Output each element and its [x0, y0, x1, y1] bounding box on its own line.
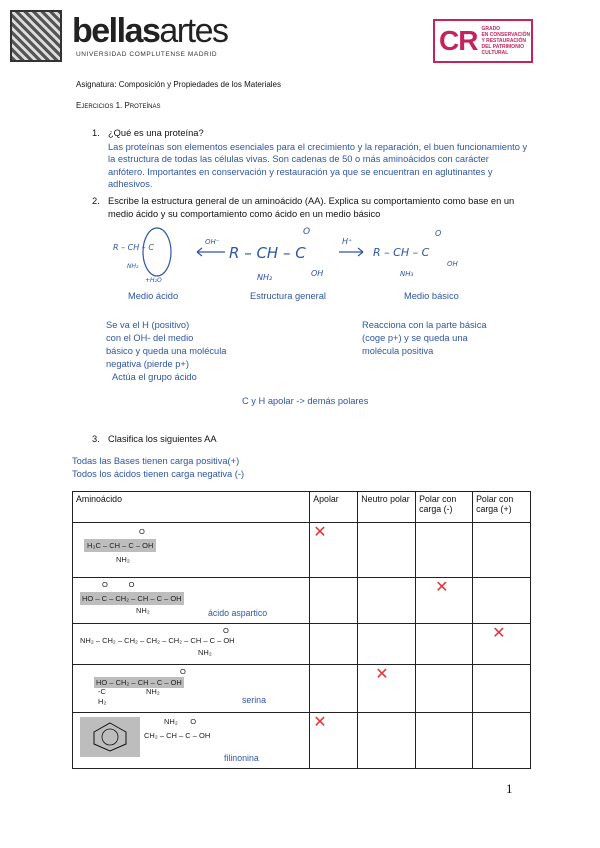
bellasartes-logo: bellasartes: [72, 12, 228, 50]
circle-mark: [143, 228, 171, 276]
q1-text: ¿Qué es una proteína?: [108, 128, 204, 138]
cr-text: GRADO EN CONSERVACIÓN Y RESTAURACIÓN DEL PATRIMONIO CULTURAL: [481, 26, 531, 56]
cross-mark: ✕: [313, 524, 327, 541]
molecule-structure: O NH₂ – CH₂ – CH₂ – CH₂ – CH₂ – CH – C – OH NH₂: [80, 626, 235, 657]
h-plus: H⁺: [342, 237, 353, 246]
polar-negative-cell: [416, 665, 473, 713]
label-acid-medium: Medio ácido: [128, 291, 179, 301]
polar-negative-cell: [416, 713, 473, 769]
page-number: 1: [506, 781, 513, 796]
molecule-structure: NH₂ O CH₂ – CH – C – OH filinonina: [76, 715, 306, 766]
right-o: O: [435, 229, 442, 238]
polarity-note: C y H apolar -> demás polares: [242, 396, 369, 406]
table-row: [73, 578, 531, 624]
cross-mark: ✕: [375, 666, 389, 683]
note-bases: Todas las Bases tienen carga positiva(+): [72, 456, 240, 466]
apolar-cell: [310, 523, 358, 578]
q1-answer: Las proteínas son elementos esenciales para el crecimiento y la reparación, el buen funcionamiento y la estructura de todas las células vivas. Son cadenas de 50 o más aminoácidos con carácter anfótero. Importantes en conservación y restauración ya que se encuentran en aglutinantes y adhesivos.: [108, 142, 528, 190]
apolar-cell: [310, 665, 358, 713]
aminoacid-cell: [73, 665, 310, 713]
neutral-polar-cell: [358, 713, 416, 769]
left-nh: NH₂: [127, 263, 139, 270]
cross-mark: ✕: [313, 714, 327, 731]
molecule-structure: O O HO – C – CH₂ – CH – C – OH NH₂ ácido aspartico: [82, 580, 268, 618]
university-name: UNIVERSIDAD COMPLUTENSE MADRID: [76, 51, 218, 58]
university-seal-logo: [10, 10, 62, 62]
apolar-cell: [310, 713, 358, 769]
q2-number: 2.: [92, 196, 100, 206]
polar-positive-cell: [473, 578, 531, 624]
cross-mark: ✕: [435, 579, 449, 596]
right-formula: R – CH – C: [373, 246, 430, 259]
table-row: [73, 665, 531, 713]
aminoacid-cell: [73, 578, 310, 624]
polar-negative-cell: [416, 624, 473, 665]
polar-positive-cell: [473, 523, 531, 578]
molecule-structure: O HO – CH₂ – CH – C – OH -C NH₂ H₂ serina: [96, 667, 266, 706]
q3-text: Clasifica los siguientes AA: [108, 434, 217, 444]
neutral-polar-cell: [358, 624, 416, 665]
table-row: [73, 523, 531, 578]
center-o: O: [303, 227, 311, 237]
apolar-cell: [310, 624, 358, 665]
right-nh: NH₃: [400, 270, 414, 278]
header-apolar: Apolar: [310, 492, 358, 523]
center-oh: OH: [311, 269, 324, 278]
aminoacid-name: filinonina: [224, 753, 259, 763]
q2-text: Escribe la estructura general de un aminoácido (AA). Explica su comportamiento como base en un medio ácido y su comportamiento como ácido en un medio básico: [108, 196, 515, 219]
aminoacid-cell: O H₃C – CH – C – OH NH₂: [73, 523, 310, 578]
apolar-cell: [310, 578, 358, 624]
polar-positive-cell: [473, 665, 531, 713]
label-general-structure: Estructura general: [250, 291, 326, 301]
polar-positive-cell: [473, 624, 531, 665]
aminoacid-cell: [73, 713, 310, 769]
header-polar-negative: Polar con carga (-): [416, 492, 473, 523]
note-acids: Todos los ácidos tienen carga negativa (-): [72, 469, 245, 479]
aminoacid-name: serina: [242, 695, 266, 705]
right-oh: OH: [447, 260, 458, 268]
arrow-left: [197, 248, 225, 256]
neutral-polar-cell: [358, 578, 416, 624]
arrow-right: [339, 248, 363, 256]
polar-negative-cell: [416, 578, 473, 624]
cr-degree-logo: [433, 19, 533, 63]
header-aminoacid: Aminoácido: [73, 492, 310, 523]
label-basic-medium: Medio básico: [404, 291, 459, 301]
polar-negative-cell: [416, 523, 473, 578]
exercise-title: Ejercicios 1. Proteínas: [76, 101, 161, 110]
header-neutral-polar: Neutro polar: [358, 492, 416, 523]
aminoacid-cell: [73, 624, 310, 665]
neutral-polar-cell: [358, 665, 416, 713]
center-formula: R – CH – C: [229, 244, 306, 262]
left-h2o: +H₂O: [145, 277, 162, 284]
amino-acid-table: [72, 491, 531, 769]
left-formula: R – CH – C: [113, 243, 154, 252]
table-header-row: [73, 492, 531, 523]
neutral-polar-cell: [358, 523, 416, 578]
aminoacid-name: ácido aspartico: [208, 608, 268, 618]
cr-mark: CR: [439, 25, 478, 56]
q3-number: 3.: [92, 434, 100, 444]
table-row: [73, 624, 531, 665]
header-polar-positive: Polar con carga (+): [473, 492, 531, 523]
amino-acid-drawing: [105, 222, 485, 290]
cross-mark: ✕: [492, 625, 506, 642]
table-row: [73, 713, 531, 769]
explain-basic: Reacciona con la parte básica (coge p+) y se queda una molécula positiva: [362, 320, 487, 356]
oh-minus: OH⁻: [205, 238, 220, 246]
subject-line: Asignatura: Composición y Propiedades de los Materiales: [76, 80, 281, 89]
explain-acid: Se va el H (positivo) con el OH- del medio básico y queda una molécula negativa (pierde p+) Actúa el grupo ácido: [106, 320, 227, 382]
benzene-ring: [90, 721, 130, 753]
q1-number: 1.: [92, 128, 100, 138]
polar-positive-cell: [473, 713, 531, 769]
center-nh: NH₂: [257, 273, 273, 282]
